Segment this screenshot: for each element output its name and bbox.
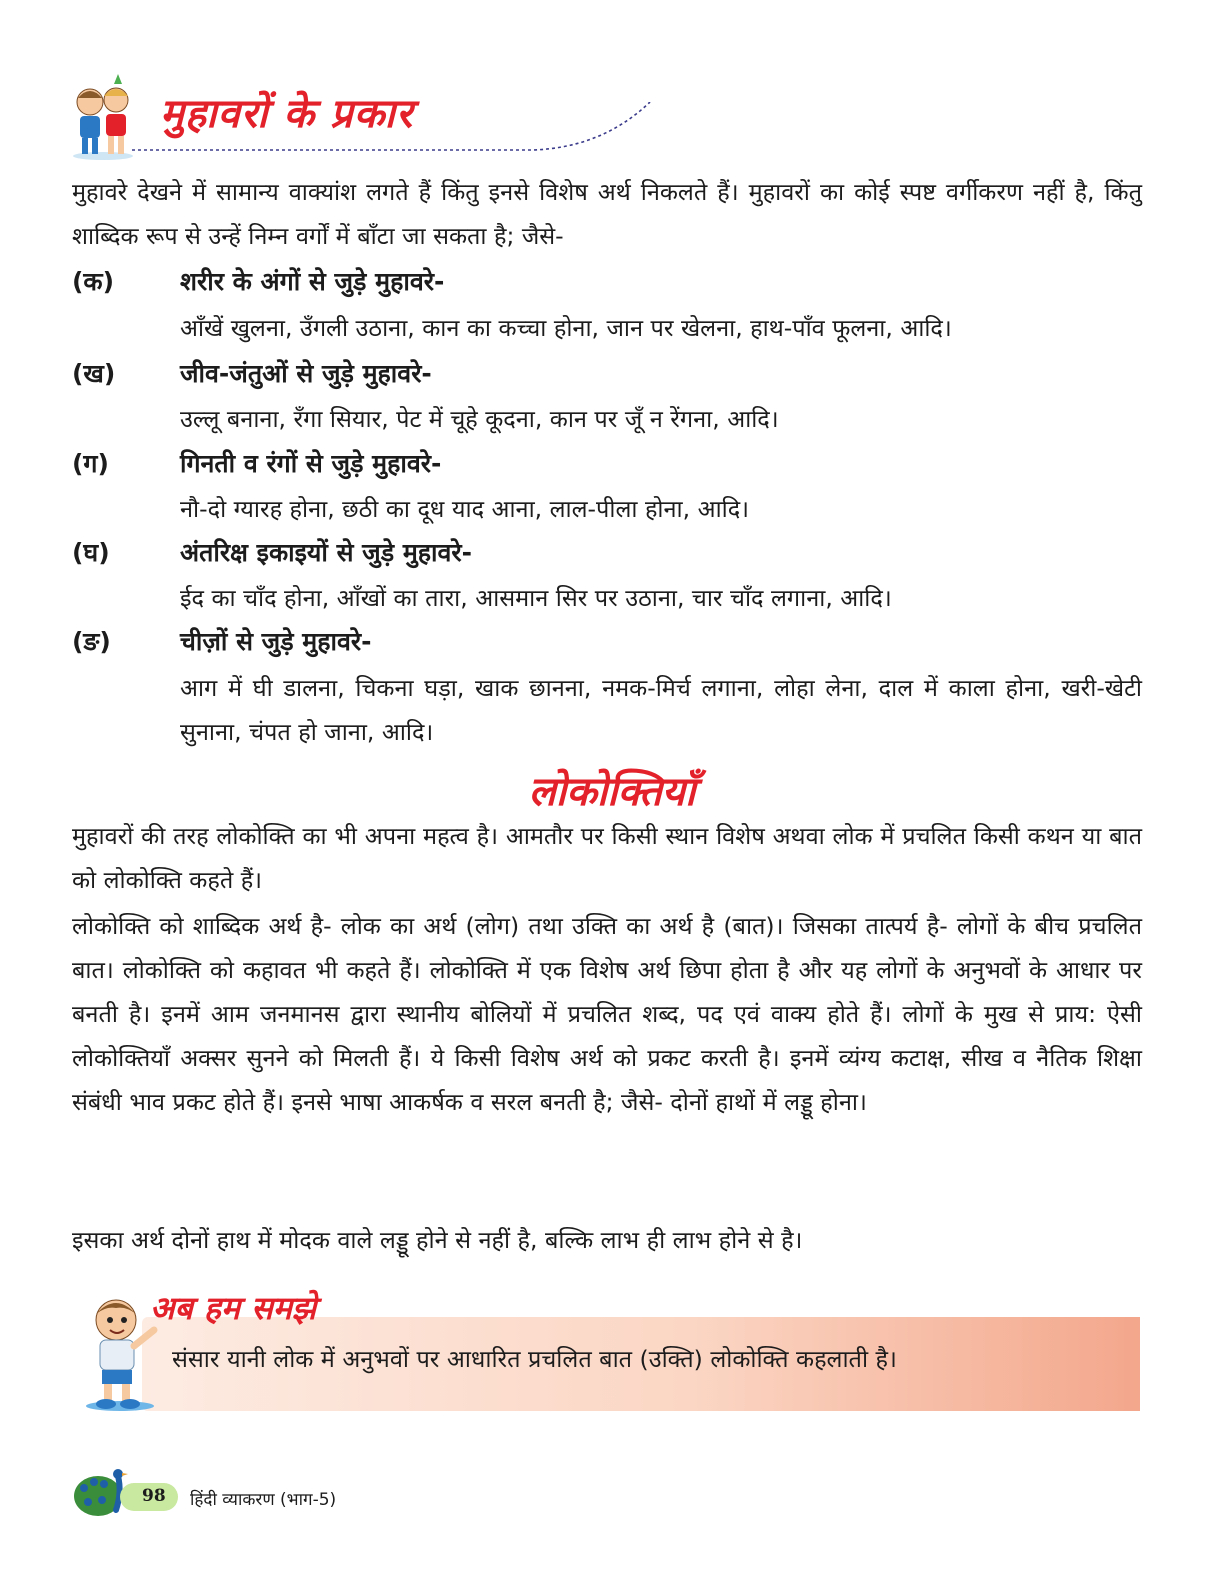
category-heading: जीव-जंतुओं से जुड़े मुहावरे- [180,359,432,388]
category-marker: (क) [72,267,115,296]
lokoktiyan-title: लोकोक्तियाँ [528,769,696,815]
category-marker: (ग) [72,449,109,478]
category-heading: गिनती व रंगों से जुड़े मुहावरे- [180,449,442,478]
category-marker: (ख) [72,359,116,388]
category-marker: (ङ) [72,627,111,656]
category-examples: उल्लू बनाना, रँगा सियार, पेट में चूहे कूदना, कान पर जूँ न रेंगना, आदि। [180,405,779,433]
lokokti-paragraph-2: लोकोक्ति को शाब्दिक अर्थ है- लोक का अर्थ (लोग) तथा उक्ति का अर्थ है (बात)। जिसका तात्पर्य है- लोगों के बीच प्रचलित बात। लोकोक्ति को कहावत भी कहते हैं। लोकोक्ति में एक विशेष अर्थ छिपा होता है और यह लोगों के अनुभवों के आधार पर बनती है। इनमें आम जनमानस द्वारा स्थानीय बोलियों में प्रचलित शब्द, पद एवं वाक्य होते हैं। लोगों के मुख से प्राय: ऐसी लोकोक्तियाँ अक्सर सुनने को मिलती हैं। ये किसी विशेष अर्थ को प्रकट करती है। इनमें व्यंग्य कटाक्ष, सीख व नैतिक शिक्षा संबंधी भाव प्रकट होते हैं। इनसे भाषा आकर्षक व सरल बनती है; जैसे- दोनों हाथों में लड्डू होना। [72,912,1142,1116]
children-illustration [68,72,138,160]
section-header [62,62,602,162]
summary-title: अब हम समझे [150,1289,317,1327]
page-number: 98 [142,1486,166,1506]
section-title: मुहावरों के प्रकार [160,91,414,137]
summary-box [142,1317,1140,1411]
summary-text: संसार यानी लोक में अनुभवों पर आधारित प्रचलित बात (उक्ति) लोकोक्ति कहलाती है। [172,1345,897,1373]
intro-paragraph: मुहावरे देखने में सामान्य वाक्यांश लगते हैं किंतु इनसे विशेष अर्थ निकलते हैं। मुहावरों का कोई स्पष्ट वर्गीकरण नहीं है, किंतु शाब्दिक रूप से उन्हें निम्न वर्गों में बाँटा जा सकता है; जैसे- [72,178,1142,250]
category-heading: शरीर के अंगों से जुड़े मुहावरे- [180,267,445,296]
category-examples: नौ-दो ग्यारह होना, छठी का दूध याद आना, लाल-पीला होना, आदि। [180,495,750,523]
category-marker: (घ) [72,538,110,567]
category-examples: आँखें खुलना, उँगली उठाना, कान का कच्चा होना, जान पर खेलना, हाथ-पाँव फूलना, आदि। [180,314,952,342]
category-heading: अंतरिक्ष इकाइयों से जुड़े मुहावरे- [180,538,473,567]
category-heading: चीज़ों से जुड़े मुहावरे- [180,627,372,656]
category-examples: ईद का चाँद होना, आँखों का तारा, आसमान सिर पर उठाना, चार चाँद लगाना, आदि। [180,584,892,612]
lokokti-paragraph-1: मुहावरों की तरह लोकोक्ति का भी अपना महत्व है। आमतौर पर किसी स्थान विशेष अथवा लोक में प्रचलित किसी कथन या बात को लोकोक्ति कहते हैं। [72,822,1142,894]
lokokti-paragraph-3: इसका अर्थ दोनों हाथ में मोदक वाले लड्डू होने से नहीं है, बल्कि लाभ ही लाभ होने से है। [72,1226,803,1254]
category-examples: आग में घी डालना, चिकना घड़ा, खाक छानना, नमक-मिर्च लगाना, लोहा लेना, दाल में काला होना, खरी-खेटी सुनाना, चंपत हो जाना, आदि। [180,674,1142,746]
book-title: हिंदी व्याकरण (भाग-5) [190,1490,337,1510]
